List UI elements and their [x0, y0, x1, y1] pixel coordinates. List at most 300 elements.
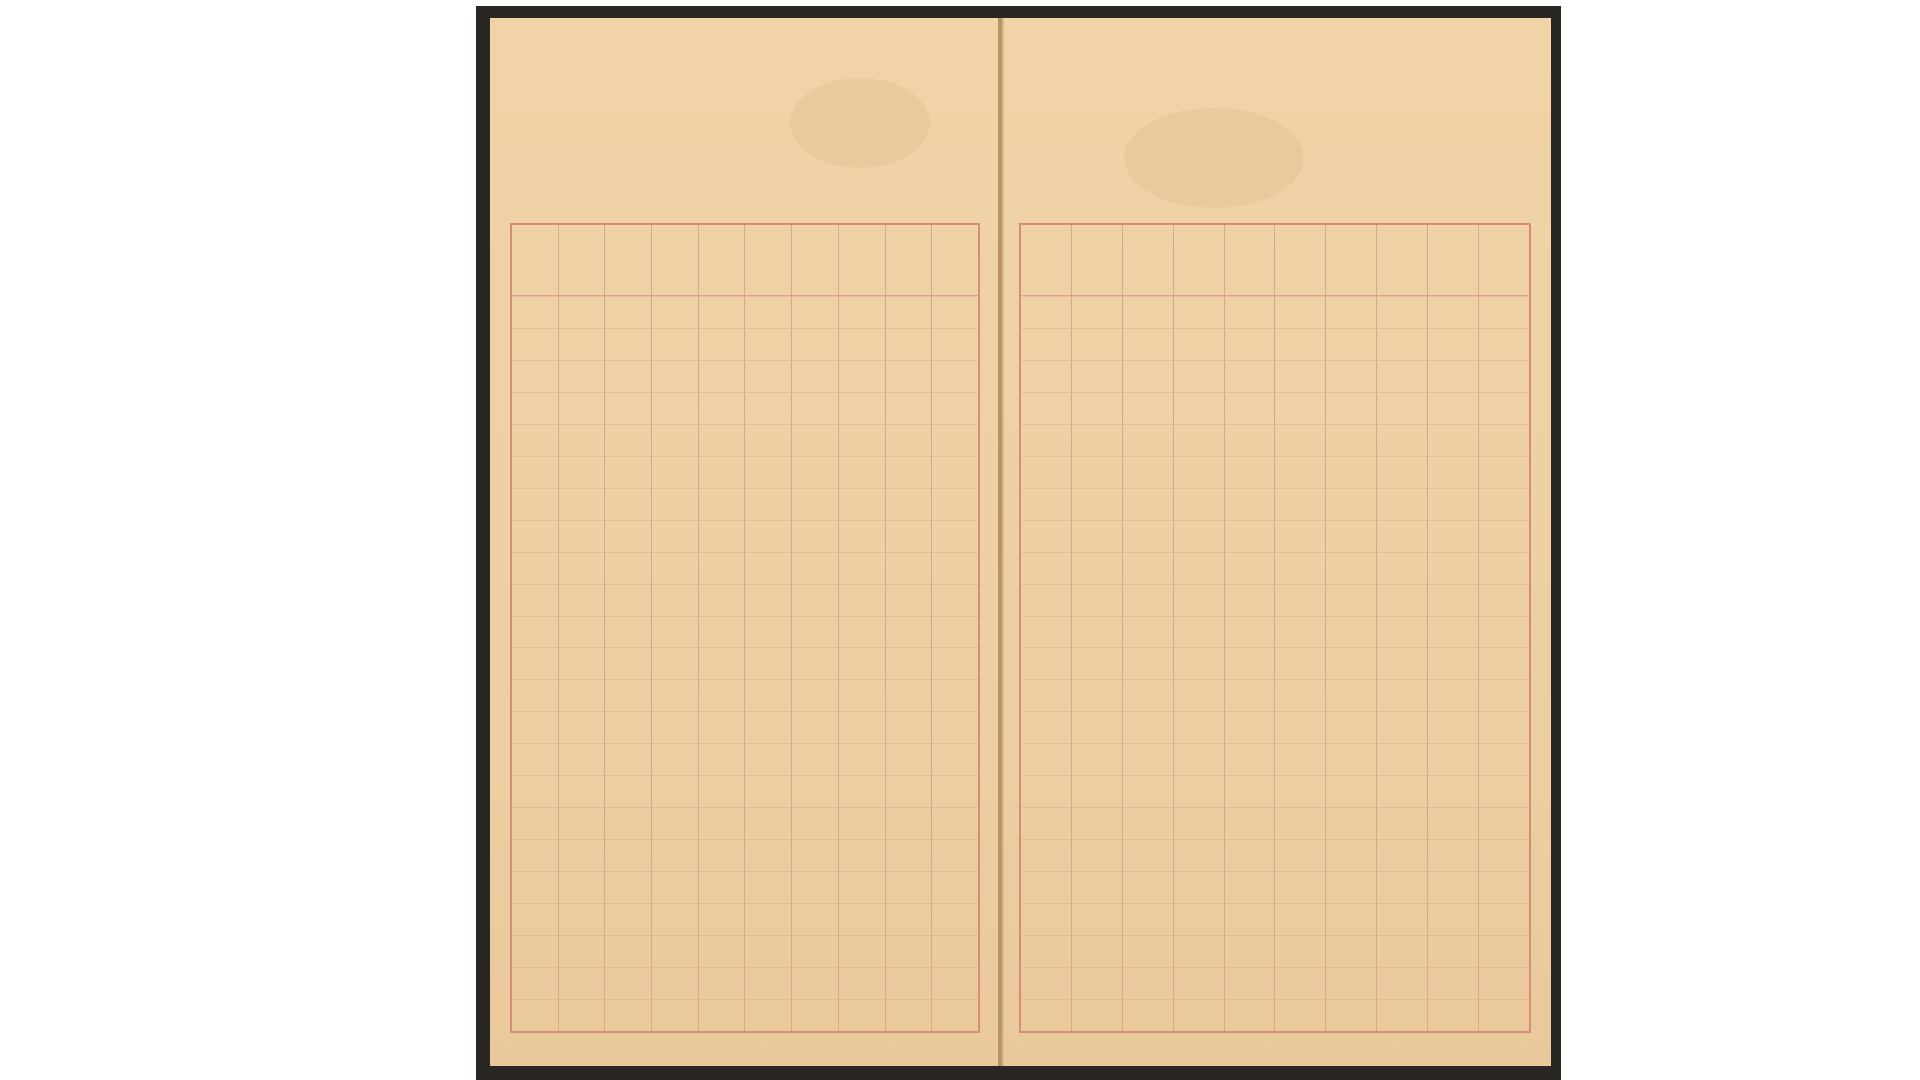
grid-cell [1479, 935, 1529, 967]
grid-cell [1225, 584, 1275, 616]
grid-cell [1123, 743, 1173, 775]
grid-cell [1275, 296, 1325, 328]
grid-cell [1123, 871, 1173, 903]
grid-cell [699, 871, 745, 903]
grid-cell [1428, 616, 1478, 648]
grid-cell [886, 552, 932, 584]
grid-cell [1377, 679, 1427, 711]
grid-cell [1377, 743, 1427, 775]
grid-cell [932, 647, 978, 679]
grid-cell [886, 520, 932, 552]
grid-cell [1479, 424, 1529, 456]
grid-cell [1275, 520, 1325, 552]
grid-cell [605, 743, 651, 775]
grid-cell [1072, 903, 1122, 935]
grid-cell [1377, 711, 1427, 743]
grid-header-cell [605, 225, 651, 296]
grid-cell [605, 552, 651, 584]
grid-cell [1275, 616, 1325, 648]
grid-cell [839, 647, 885, 679]
grid-cell [699, 584, 745, 616]
grid-cell [1174, 616, 1224, 648]
grid-cell [605, 424, 651, 456]
grid-cell [559, 488, 605, 520]
grid-cell [792, 296, 838, 328]
grid-cell [839, 616, 885, 648]
grid-cell [839, 711, 885, 743]
grid-cell [1479, 296, 1529, 328]
grid-cell [932, 679, 978, 711]
grid-cell [512, 647, 558, 679]
grid-cell [792, 328, 838, 360]
grid-cell [745, 871, 791, 903]
grid-cell [652, 807, 698, 839]
grid-cell [699, 935, 745, 967]
grid-cell [792, 903, 838, 935]
grid-cell [792, 456, 838, 488]
grid-cell [559, 616, 605, 648]
grid-column [1274, 225, 1325, 1031]
grid-cell [1021, 967, 1071, 999]
grid-cell [652, 903, 698, 935]
grid-cell [652, 967, 698, 999]
grid-cell [559, 871, 605, 903]
grid-cell [1479, 647, 1529, 679]
grid-column [838, 225, 885, 1031]
grid-cell [559, 360, 605, 392]
grid-cell [1428, 839, 1478, 871]
grid-cell [1072, 552, 1122, 584]
grid-cell [1275, 807, 1325, 839]
grid-cell [699, 903, 745, 935]
grid-cell [745, 775, 791, 807]
grid-cell [886, 616, 932, 648]
grid-cell [886, 296, 932, 328]
grid-cell [1225, 999, 1275, 1031]
grid-cell [932, 552, 978, 584]
grid-cell [605, 935, 651, 967]
grid-cell [699, 328, 745, 360]
grid-cell [512, 296, 558, 328]
grid-cell [1021, 520, 1071, 552]
grid-cell [792, 711, 838, 743]
grid-cell [792, 775, 838, 807]
grid-cell [1072, 967, 1122, 999]
grid-cell [1174, 520, 1224, 552]
right-page-grid [1019, 223, 1531, 1033]
grid-cell [512, 392, 558, 424]
grid-cell [792, 679, 838, 711]
grid-cell [1377, 903, 1427, 935]
grid-cell [1479, 967, 1529, 999]
grid-column [885, 225, 932, 1031]
grid-cell [1275, 743, 1325, 775]
grid-cell [559, 775, 605, 807]
grid-cell [1174, 775, 1224, 807]
grid-cell [839, 456, 885, 488]
grid-cell [1377, 360, 1427, 392]
grid-cell [1021, 935, 1071, 967]
grid-cell [1123, 679, 1173, 711]
grid-cell [1275, 967, 1325, 999]
grid-cell [792, 839, 838, 871]
grid-cell [1123, 552, 1173, 584]
grid-cell [1123, 456, 1173, 488]
grid-cell [1021, 392, 1071, 424]
grid-cell [932, 616, 978, 648]
grid-cell [1377, 967, 1427, 999]
grid-cell [1326, 711, 1376, 743]
grid-cell [1326, 967, 1376, 999]
grid-cell [699, 616, 745, 648]
grid-cell [1174, 392, 1224, 424]
grid-cell [1072, 935, 1122, 967]
grid-cell [1072, 743, 1122, 775]
grid-cell [1021, 807, 1071, 839]
grid-cell [1479, 807, 1529, 839]
grid-cell [932, 360, 978, 392]
grid-column [1071, 225, 1122, 1031]
grid-header-cell [1072, 225, 1122, 296]
grid-cell [512, 967, 558, 999]
grid-cell [839, 967, 885, 999]
grid-cell [1174, 711, 1224, 743]
grid-cell [1275, 392, 1325, 424]
grid-cell [745, 679, 791, 711]
grid-cell [1225, 296, 1275, 328]
grid-cell [1326, 775, 1376, 807]
grid-cell [1072, 488, 1122, 520]
grid-cell [1428, 967, 1478, 999]
grid-cell [605, 392, 651, 424]
grid-header-cell [792, 225, 838, 296]
grid-cell [512, 456, 558, 488]
grid-cell [745, 424, 791, 456]
grid-cell [792, 360, 838, 392]
grid-cell [1225, 743, 1275, 775]
grid-cell [1377, 584, 1427, 616]
grid-cell [792, 584, 838, 616]
grid-cell [512, 871, 558, 903]
grid-cell [1479, 871, 1529, 903]
grid-header-cell [745, 225, 791, 296]
grid-cell [605, 775, 651, 807]
grid-cell [1174, 456, 1224, 488]
grid-cell [559, 584, 605, 616]
grid-cell [1479, 903, 1529, 935]
grid-header-cell [1326, 225, 1376, 296]
grid-cell [652, 424, 698, 456]
grid-cell [745, 488, 791, 520]
grid-cell [1072, 807, 1122, 839]
grid-cell [792, 392, 838, 424]
grid-cell [652, 775, 698, 807]
grid-cell [1428, 552, 1478, 584]
grid-column [931, 225, 978, 1031]
grid-header-cell [512, 225, 558, 296]
grid-cell [886, 775, 932, 807]
grid-cell [1428, 775, 1478, 807]
grid-cell [559, 520, 605, 552]
grid-cell [1479, 456, 1529, 488]
grid-cell [1275, 839, 1325, 871]
grid-cell [512, 616, 558, 648]
grid-cell [652, 935, 698, 967]
grid-cell [1123, 616, 1173, 648]
grid-cell [839, 807, 885, 839]
grid-cell [1225, 424, 1275, 456]
grid-cell [605, 999, 651, 1031]
grid-cell [1326, 743, 1376, 775]
grid-cell [1174, 552, 1224, 584]
grid-cell [745, 647, 791, 679]
grid-cell [652, 360, 698, 392]
grid-cell [1174, 296, 1224, 328]
grid-cell [1377, 424, 1427, 456]
grid-cell [699, 647, 745, 679]
grid-cell [1479, 488, 1529, 520]
grid-cell [839, 552, 885, 584]
grid-cell [1377, 552, 1427, 584]
grid-cell [1123, 999, 1173, 1031]
grid-cell [1021, 903, 1071, 935]
grid-cell [1174, 584, 1224, 616]
grid-cell [932, 999, 978, 1031]
grid-cell [1174, 903, 1224, 935]
grid-cell [652, 616, 698, 648]
grid-cell [745, 839, 791, 871]
grid-cell [1377, 775, 1427, 807]
grid-header-cell [1275, 225, 1325, 296]
grid-cell [792, 424, 838, 456]
grid-cell [1123, 807, 1173, 839]
grid-cell [1072, 647, 1122, 679]
grid-cell [1225, 775, 1275, 807]
grid-cell [1428, 647, 1478, 679]
grid-cell [512, 424, 558, 456]
grid-cell [745, 903, 791, 935]
grid-cell [652, 296, 698, 328]
grid-cell [1123, 520, 1173, 552]
grid-cell [886, 871, 932, 903]
grid-cell [1377, 871, 1427, 903]
grid-cell [839, 488, 885, 520]
grid-cell [1072, 616, 1122, 648]
grid-cell [1326, 456, 1376, 488]
grid-cell [839, 679, 885, 711]
grid-cell [512, 552, 558, 584]
grid-cell [1479, 679, 1529, 711]
grid-cell [699, 711, 745, 743]
grid-cell [1123, 584, 1173, 616]
grid-cell [792, 967, 838, 999]
grid-cell [1225, 488, 1275, 520]
grid-cell [1377, 296, 1427, 328]
grid-cell [1021, 424, 1071, 456]
grid-column [604, 225, 651, 1031]
grid-cell [605, 871, 651, 903]
grid-cell [512, 935, 558, 967]
grid-cell [1072, 456, 1122, 488]
grid-cell [745, 456, 791, 488]
grid-cell [512, 839, 558, 871]
grid-cell [1275, 775, 1325, 807]
grid-cell [1021, 328, 1071, 360]
grid-cell [886, 967, 932, 999]
grid-header-cell [1123, 225, 1173, 296]
grid-cell [1072, 775, 1122, 807]
grid-cell [745, 584, 791, 616]
grid-header-cell [1174, 225, 1224, 296]
grid-cell [886, 328, 932, 360]
grid-cell [1275, 360, 1325, 392]
grid-cell [1021, 711, 1071, 743]
grid-cell [1174, 839, 1224, 871]
grid-cell [1428, 807, 1478, 839]
grid-cell [1174, 743, 1224, 775]
grid-cell [512, 360, 558, 392]
grid-cell [512, 328, 558, 360]
grid-cell [886, 584, 932, 616]
grid-cell [1021, 552, 1071, 584]
grid-cell [932, 392, 978, 424]
grid-cell [839, 903, 885, 935]
grid-cell [1123, 296, 1173, 328]
grid-cell [699, 967, 745, 999]
grid-cell [839, 296, 885, 328]
grid-cell [1479, 552, 1529, 584]
grid-cell [932, 775, 978, 807]
grid-cell [792, 999, 838, 1031]
grid-cell [886, 488, 932, 520]
grid-cell [1072, 328, 1122, 360]
grid-cell [1225, 871, 1275, 903]
grid-cell [1275, 679, 1325, 711]
grid-column [1325, 225, 1376, 1031]
grid-cell [745, 360, 791, 392]
grid-cell [745, 520, 791, 552]
grid-cell [886, 360, 932, 392]
paper-stain [1124, 108, 1304, 208]
grid-cell [652, 552, 698, 584]
grid-cell [559, 552, 605, 584]
grid-cell [652, 871, 698, 903]
grid-cell [839, 743, 885, 775]
grid-cell [886, 807, 932, 839]
grid-header-cell [1428, 225, 1478, 296]
grid-cell [745, 616, 791, 648]
grid-cell [1275, 711, 1325, 743]
grid-cell [1021, 360, 1071, 392]
grid-header-cell [1225, 225, 1275, 296]
grid-cell [839, 935, 885, 967]
grid-cell [1326, 647, 1376, 679]
grid-cell [605, 647, 651, 679]
grid-cell [932, 296, 978, 328]
grid-cell [839, 360, 885, 392]
grid-cell [559, 903, 605, 935]
grid-cell [699, 488, 745, 520]
grid-cell [1174, 935, 1224, 967]
grid-cell [512, 584, 558, 616]
grid-cell [1123, 488, 1173, 520]
grid-cell [1377, 520, 1427, 552]
grid-cell [1225, 679, 1275, 711]
grid-cell [1428, 584, 1478, 616]
grid-cell [1428, 743, 1478, 775]
grid-cell [1225, 711, 1275, 743]
grid-cell [792, 807, 838, 839]
grid-cell [652, 488, 698, 520]
grid-cell [792, 647, 838, 679]
grid-cell [559, 935, 605, 967]
grid-cell [1225, 360, 1275, 392]
grid-cell [1377, 935, 1427, 967]
grid-cell [559, 328, 605, 360]
grid-cell [1428, 935, 1478, 967]
grid-header-cell [886, 225, 932, 296]
grid-cell [1275, 903, 1325, 935]
grid-cell [605, 967, 651, 999]
grid-cell [1275, 871, 1325, 903]
grid-cell [1123, 424, 1173, 456]
grid-cell [745, 328, 791, 360]
grid-cell [1225, 839, 1275, 871]
grid-header-cell [932, 225, 978, 296]
grid-cell [1428, 328, 1478, 360]
grid-cell [1225, 903, 1275, 935]
grid-cell [1428, 903, 1478, 935]
grid-cell [1326, 999, 1376, 1031]
grid-cell [1174, 424, 1224, 456]
grid-cell [839, 392, 885, 424]
grid-cell [605, 296, 651, 328]
grid-cell [932, 967, 978, 999]
grid-cell [559, 392, 605, 424]
grid-cell [1377, 456, 1427, 488]
grid-cell [886, 424, 932, 456]
grid-cell [745, 999, 791, 1031]
grid-cell [699, 392, 745, 424]
grid-cell [512, 903, 558, 935]
grid-cell [699, 679, 745, 711]
grid-cell [559, 999, 605, 1031]
grid-cell [605, 679, 651, 711]
grid-cell [745, 711, 791, 743]
grid-cell [1428, 999, 1478, 1031]
grid-cell [605, 807, 651, 839]
grid-cell [1174, 647, 1224, 679]
grid-cell [512, 520, 558, 552]
grid-column [1427, 225, 1478, 1031]
grid-cell [559, 967, 605, 999]
grid-cell [699, 807, 745, 839]
grid-cell [652, 743, 698, 775]
grid-cell [1225, 935, 1275, 967]
grid-cell [1275, 999, 1325, 1031]
grid-cell [1377, 488, 1427, 520]
grid-cell [886, 647, 932, 679]
grid-cell [1275, 584, 1325, 616]
grid-column [651, 225, 698, 1031]
grid-cell [1428, 711, 1478, 743]
grid-cell [839, 999, 885, 1031]
grid-cell [1021, 743, 1071, 775]
grid-cell [559, 424, 605, 456]
grid-header-cell [839, 225, 885, 296]
grid-cell [1021, 456, 1071, 488]
grid-cell [1225, 552, 1275, 584]
